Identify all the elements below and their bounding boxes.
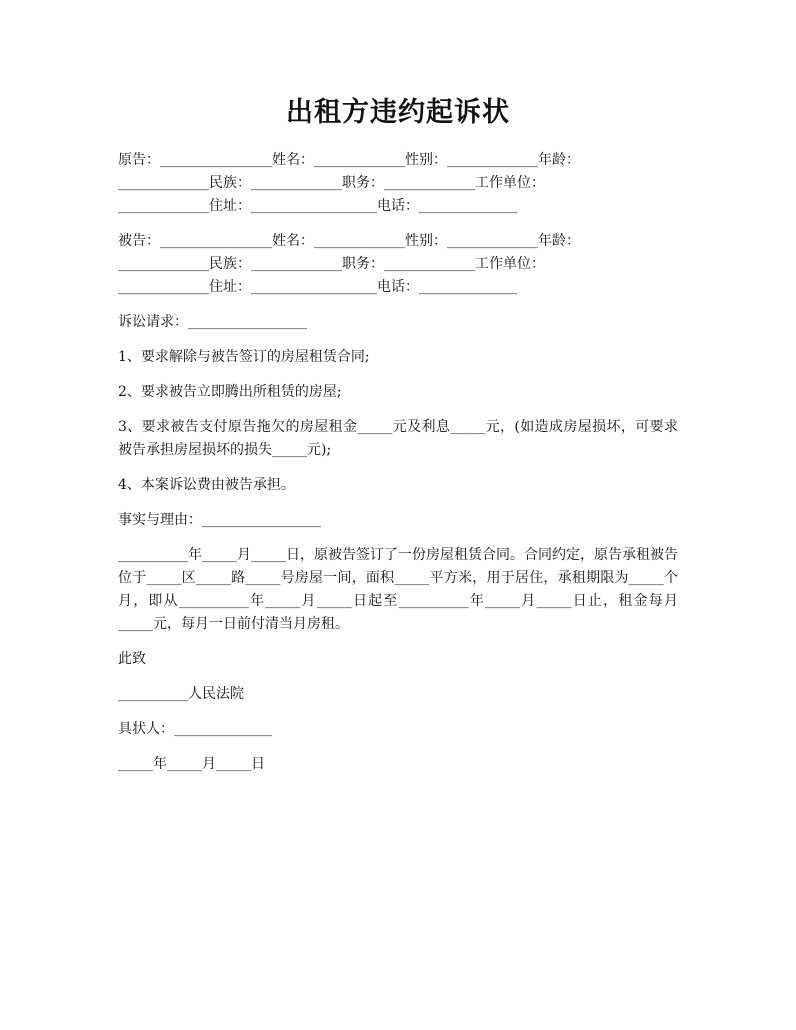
date-line: _____年_____月_____日 <box>118 756 265 772</box>
plaintiff-info <box>118 149 678 218</box>
claim-item: 1、要求解除与被告签订的房屋租赁合同; <box>118 349 370 365</box>
plaintiff-line: _____________民族：_____________职务：_____________工作单位： <box>118 175 545 191</box>
document-title: 出租方违约起诉状 <box>286 97 510 128</box>
claims-heading: 诉讼请求：_________________ <box>118 314 307 330</box>
court-line: __________人民法院 <box>118 686 244 702</box>
signer-line: 具状人：______________ <box>118 721 272 737</box>
claim-item: 4、本案诉讼费由被告承担。 <box>118 477 295 493</box>
defendant-info <box>118 230 678 299</box>
claim-item: 2、要求被告立即腾出所租赁的房屋; <box>118 384 342 400</box>
closing-text: 此致 <box>118 651 146 667</box>
defendant-line: _____________住址：__________________电话：______________ <box>118 279 517 295</box>
defendant-line: 被告：________________姓名：_____________性别：_____________年龄： <box>118 233 580 249</box>
plaintiff-line: _____________住址：__________________电话：______________ <box>118 198 517 214</box>
document-body <box>118 149 678 788</box>
plaintiff-line: 原告：________________姓名：_____________性别：_____________年龄： <box>118 152 580 168</box>
claim-item: 3、要求被告支付原告拖欠的房屋租金_____元及利息_____元，(如造成房屋损坏，可要求被告承担房屋损坏的损失_____元); <box>118 419 678 458</box>
facts-heading: 事实与理由：_________________ <box>118 512 321 528</box>
defendant-line: _____________民族：_____________职务：_____________工作单位： <box>118 256 545 272</box>
facts-paragraph: __________年_____月_____日，原被告签订了一份房屋租赁合同。合同约定，原告承租被告位于_____区_____路_____号房屋一间，面积_____平方米，用于居住，承租期限为_____个月，即从__________年_____月_____日起至__________年_____月_____日止，租金每月_____元，每月一日前付清当月房租。 <box>118 547 678 632</box>
